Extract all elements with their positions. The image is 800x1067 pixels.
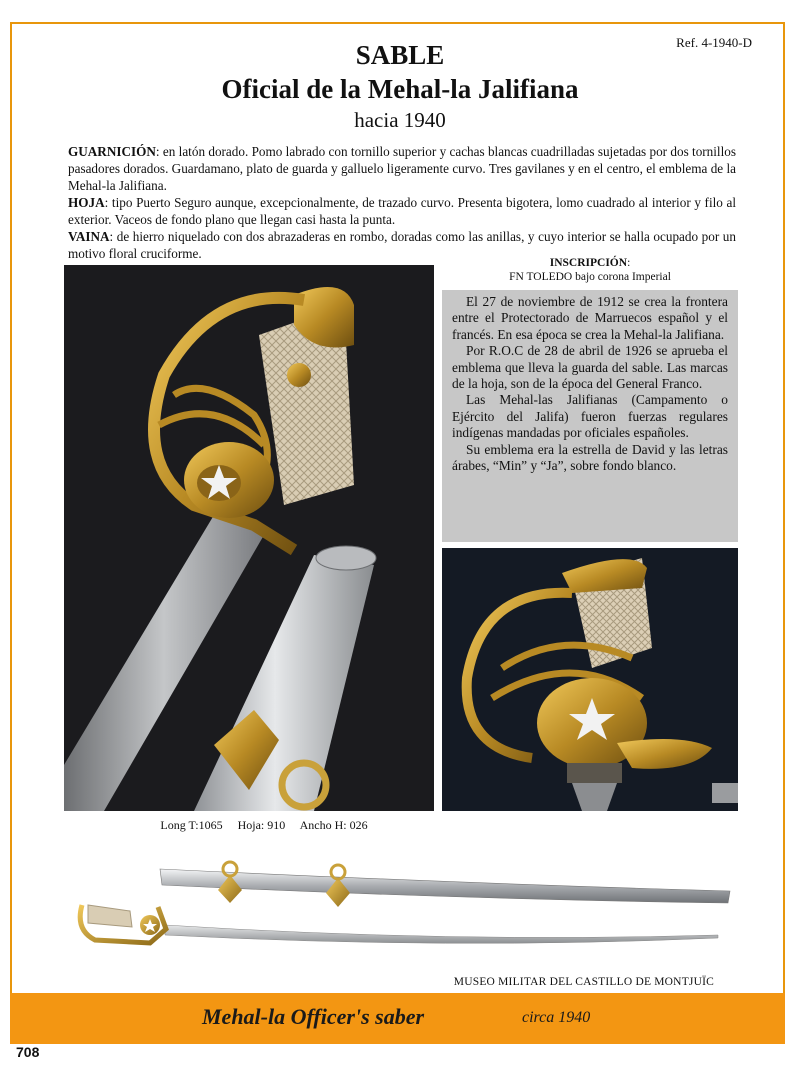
inscription-block	[442, 256, 738, 284]
hoja-text: : tipo Puerto Seguro aunque, excepcionalmente, de trazado curvo. Presenta bigotera, lomo cuadrado al interior y filo al exterior. Vaceos de fondo plano que llegan casi hasta la punta.	[68, 195, 736, 227]
history-box	[442, 290, 738, 542]
history-paragraph: Las Mehal-las Jalifianas (Campamento o Ejército del Jalifa) fueron fuerzas regulares indígenas mandadas por oficiales españoles.	[452, 392, 728, 441]
guarnicion-label: GUARNICIÓN	[68, 144, 156, 159]
dimensions-caption: Long T:1065 Hoja: 910 Ancho H: 026	[160, 818, 368, 832]
history-paragraph: Su emblema era la estrella de David y las letras árabes, “Min” y “Ja”, sobre fondo blanco.	[452, 441, 728, 474]
history-paragraph: El 27 de noviembre de 1912 se crea la frontera entre el Protectorado de Marruecos español y el francés. En esa época se crea la Mehal-la Jalifiana.	[452, 294, 728, 342]
english-date: circa 1940	[522, 1009, 591, 1026]
reference-code: Ref. 4-1940-D	[676, 35, 752, 50]
museum-credit: MUSEO MILITAR DEL CASTILLO DE MONTJUÏC	[453, 976, 714, 988]
inscription-text: FN TOLEDO bajo corona Imperial	[509, 271, 671, 283]
page-number: 708	[16, 1044, 40, 1060]
hoja-label: HOJA	[68, 195, 105, 210]
page-date: hacia 1940	[354, 108, 446, 132]
guarnicion-text: : en latón dorado. Pomo labrado con tornillo superior y cachas blancas cuadrilladas sujetadas por dos tornillos pasadores dorados. Guardamano, plato de guarda y galluelo ligeramente curvo. Tres gavilanes y en el centro, el emblema de la Mehal-la Jalifiana.	[68, 144, 736, 193]
full-saber-image	[70, 855, 735, 970]
page-title: SABLE	[355, 40, 445, 70]
vaina-label: VAINA	[68, 229, 110, 244]
history-paragraph: Por R.O.C de 28 de abril de 1926 se aprueba el emblema que lleva la guarda del sable. Las marcas de la hoja, son de la época del General Franco.	[452, 343, 728, 392]
english-title-band	[10, 993, 785, 1044]
english-title: Mehal-la Officer's saber	[202, 1004, 425, 1029]
inscription-colon: :	[627, 257, 631, 269]
vaina-text: : de hierro niquelado con dos abrazaderas en rombo, doradas como las anillas, y cuyo interior se halla ocupado por un motivo floral cruciforme.	[68, 229, 736, 261]
hilt-photo-detail	[442, 548, 738, 811]
page-subtitle: Oficial de la Mehal-la Jalifiana	[221, 74, 579, 104]
description-block	[68, 143, 736, 262]
hilt-photo-large	[64, 265, 434, 811]
inscription-label: INSCRIPCIÓN	[549, 257, 628, 269]
